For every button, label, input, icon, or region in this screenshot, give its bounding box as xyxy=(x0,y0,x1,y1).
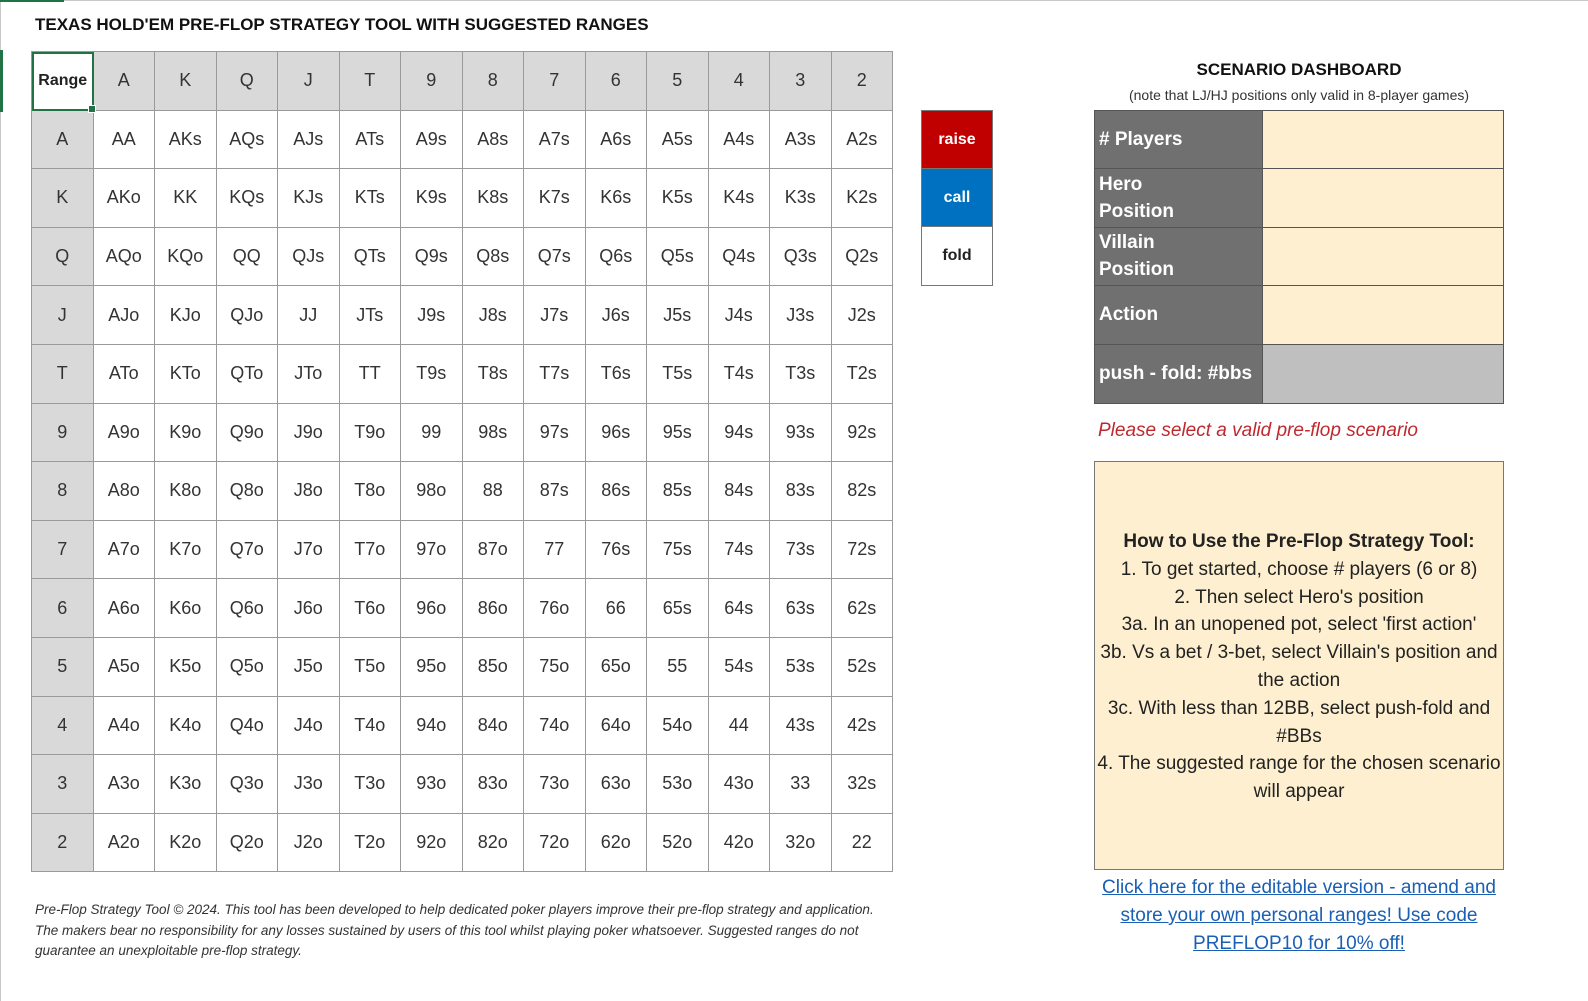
hand-cell[interactable]: K5o xyxy=(155,638,217,697)
hand-cell[interactable]: 73o xyxy=(524,755,586,814)
hand-cell[interactable]: 98s xyxy=(463,404,525,463)
hand-cell[interactable]: QQ xyxy=(217,228,279,287)
hand-cell[interactable]: T8o xyxy=(340,462,402,521)
hand-cell[interactable]: A9s xyxy=(401,111,463,170)
row-header-3: 3 xyxy=(32,755,94,814)
hand-cell[interactable]: 64o xyxy=(586,697,648,756)
hand-cell[interactable]: Q9o xyxy=(217,404,279,463)
dashboard-row-hero xyxy=(1095,169,1503,227)
column-selection-marker xyxy=(0,0,64,2)
legend-fold: fold xyxy=(922,227,992,285)
hand-cell[interactable]: A2s xyxy=(832,111,894,170)
grid-corner-range[interactable]: Range xyxy=(32,52,94,111)
villain-label-line1: Villain xyxy=(1099,232,1155,254)
col-header-A: A xyxy=(94,52,156,111)
hand-cell[interactable]: 76o xyxy=(524,579,586,638)
hand-cell[interactable]: KQo xyxy=(155,228,217,287)
hand-cell[interactable]: T8s xyxy=(463,345,525,404)
action-select[interactable] xyxy=(1263,286,1503,343)
hand-cell[interactable]: ATs xyxy=(340,111,402,170)
scenario-dashboard xyxy=(1094,110,1504,404)
hand-cell[interactable]: J6s xyxy=(586,286,648,345)
hand-cell[interactable]: J2o xyxy=(278,814,340,873)
hand-cell[interactable]: K6s xyxy=(586,169,648,228)
hand-cell[interactable]: 94s xyxy=(709,404,771,463)
hand-cell[interactable]: A4s xyxy=(709,111,771,170)
dashboard-row-pushfold xyxy=(1095,345,1503,403)
editable-version-link[interactable]: Click here for the editable version - amend and store your own personal ranges! Use code PREFLOP10 for 10% off! xyxy=(1102,877,1496,954)
col-header-9: 9 xyxy=(401,52,463,111)
how-to-step: 3a. In an unopened pot, select 'first action' xyxy=(1121,614,1477,636)
hand-cell[interactable]: K2s xyxy=(832,169,894,228)
hand-cell[interactable]: 65o xyxy=(586,638,648,697)
hand-cell[interactable]: JTo xyxy=(278,345,340,404)
hand-cell[interactable]: A3s xyxy=(770,111,832,170)
hand-cell[interactable]: 87o xyxy=(463,521,525,580)
hand-cell[interactable]: 86o xyxy=(463,579,525,638)
hand-cell[interactable]: 73s xyxy=(770,521,832,580)
hand-cell[interactable]: A7s xyxy=(524,111,586,170)
hand-cell[interactable]: KJs xyxy=(278,169,340,228)
hand-cell[interactable]: 64s xyxy=(709,579,771,638)
hand-cell[interactable]: 43s xyxy=(770,697,832,756)
hand-cell[interactable]: JJ xyxy=(278,286,340,345)
hand-cell[interactable]: Q4o xyxy=(217,697,279,756)
hand-cell[interactable]: Q6s xyxy=(586,228,648,287)
hand-cell[interactable]: 43o xyxy=(709,755,771,814)
hand-cell[interactable]: 75s xyxy=(647,521,709,580)
hand-cell[interactable]: KQs xyxy=(217,169,279,228)
hand-cell[interactable]: 63s xyxy=(770,579,832,638)
hand-cell[interactable]: Q8o xyxy=(217,462,279,521)
row-header-K: K xyxy=(32,169,94,228)
col-header-J: J xyxy=(278,52,340,111)
hand-cell[interactable]: 86s xyxy=(586,462,648,521)
hand-cell[interactable]: T5s xyxy=(647,345,709,404)
hand-cell[interactable]: K5s xyxy=(647,169,709,228)
pushfold-bbs-select[interactable] xyxy=(1263,345,1503,403)
hand-cell[interactable]: J3s xyxy=(770,286,832,345)
col-header-K: K xyxy=(155,52,217,111)
hand-cell[interactable]: 88 xyxy=(463,462,525,521)
how-to-step: 3c. With less than 12BB, select push-fold and #BBs xyxy=(1107,697,1491,747)
hand-cell[interactable]: 63o xyxy=(586,755,648,814)
hand-cell[interactable]: 72s xyxy=(832,521,894,580)
hand-cell[interactable]: K3s xyxy=(770,169,832,228)
hand-cell[interactable]: A2o xyxy=(94,814,156,873)
hand-cell[interactable]: AQs xyxy=(217,111,279,170)
hand-cell[interactable]: 66 xyxy=(586,579,648,638)
action-label: Action xyxy=(1095,286,1263,343)
how-to-step: 3b. Vs a bet / 3-bet, select Villain's position and the action xyxy=(1100,642,1498,691)
hand-cell[interactable]: K8o xyxy=(155,462,217,521)
villain-position-select[interactable] xyxy=(1263,228,1503,285)
hand-cell[interactable]: 93s xyxy=(770,404,832,463)
hand-cell[interactable]: 62s xyxy=(832,579,894,638)
hand-cell[interactable]: 97o xyxy=(401,521,463,580)
row-header-J: J xyxy=(32,286,94,345)
hand-cell[interactable]: J7s xyxy=(524,286,586,345)
hand-cell[interactable]: 84s xyxy=(709,462,771,521)
players-label: # Players xyxy=(1095,111,1263,168)
hand-cell[interactable]: A3o xyxy=(94,755,156,814)
hand-cell[interactable]: A7o xyxy=(94,521,156,580)
hand-cell[interactable]: A6s xyxy=(586,111,648,170)
hand-cell[interactable]: Q6o xyxy=(217,579,279,638)
hand-cell[interactable]: 85s xyxy=(647,462,709,521)
players-select[interactable] xyxy=(1263,111,1503,168)
hand-cell[interactable]: 32o xyxy=(770,814,832,873)
hand-cell[interactable]: Q9s xyxy=(401,228,463,287)
row-header-5: 5 xyxy=(32,638,94,697)
hand-cell[interactable]: T6s xyxy=(586,345,648,404)
disclaimer-footer: Pre-Flop Strategy Tool © 2024. This tool has been developed to help dedicated poker players improve their pre-flop strategy and application. The makers bear no responsibility for any losses sustained by users of this tool whilst playing poker whatsoever. Suggested ranges do not guarantee an unexploitable pre-flop strategy. xyxy=(35,902,874,958)
hand-cell[interactable]: 74o xyxy=(524,697,586,756)
range-grid xyxy=(31,51,893,872)
pushfold-label: push - fold: #bbs xyxy=(1095,345,1263,403)
hand-cell[interactable]: J5o xyxy=(278,638,340,697)
hand-cell[interactable]: T7o xyxy=(340,521,402,580)
hand-cell[interactable]: T2o xyxy=(340,814,402,873)
hand-cell[interactable]: 22 xyxy=(832,814,894,873)
hand-cell[interactable]: 96o xyxy=(401,579,463,638)
hand-cell[interactable]: 65s xyxy=(647,579,709,638)
hand-cell[interactable]: KJo xyxy=(155,286,217,345)
hero-position-label xyxy=(1095,169,1263,226)
sheet-top-border xyxy=(0,0,1588,1)
hand-cell[interactable]: 83s xyxy=(770,462,832,521)
hand-cell[interactable]: 99 xyxy=(401,404,463,463)
hand-cell[interactable]: TT xyxy=(340,345,402,404)
hand-cell[interactable]: Q2s xyxy=(832,228,894,287)
hand-cell[interactable]: 76s xyxy=(586,521,648,580)
hand-cell[interactable]: J9s xyxy=(401,286,463,345)
villain-position-label xyxy=(1095,228,1263,285)
hand-cell[interactable]: Q8s xyxy=(463,228,525,287)
col-header-5: 5 xyxy=(647,52,709,111)
col-header-8: 8 xyxy=(463,52,525,111)
col-header-4: 4 xyxy=(709,52,771,111)
hand-cell[interactable]: J8s xyxy=(463,286,525,345)
hand-cell[interactable]: J9o xyxy=(278,404,340,463)
hand-cell[interactable]: J8o xyxy=(278,462,340,521)
hand-cell[interactable]: AKs xyxy=(155,111,217,170)
row-header-7: 7 xyxy=(32,521,94,580)
hand-cell[interactable]: 54o xyxy=(647,697,709,756)
hand-cell[interactable]: J4s xyxy=(709,286,771,345)
hand-cell[interactable]: 96s xyxy=(586,404,648,463)
hand-cell[interactable]: K3o xyxy=(155,755,217,814)
dashboard-note: (note that LJ/HJ positions only valid in 8-player games) xyxy=(1128,87,1470,103)
hand-cell[interactable]: T3o xyxy=(340,755,402,814)
hero-label-line1: Hero xyxy=(1099,174,1143,196)
hand-cell[interactable]: 53s xyxy=(770,638,832,697)
hand-cell[interactable]: 52o xyxy=(647,814,709,873)
hand-cell[interactable]: K9s xyxy=(401,169,463,228)
hero-label-line2: Position xyxy=(1099,201,1174,223)
hand-cell[interactable]: 55 xyxy=(647,638,709,697)
row-selection-marker xyxy=(0,50,3,112)
hand-cell[interactable]: A4o xyxy=(94,697,156,756)
how-to-step: 1. To get started, choose # players (6 or 8) xyxy=(1120,558,1478,580)
hand-cell[interactable]: A8s xyxy=(463,111,525,170)
hand-cell[interactable]: K7s xyxy=(524,169,586,228)
hand-cell[interactable]: J3o xyxy=(278,755,340,814)
hand-cell[interactable]: AJs xyxy=(278,111,340,170)
hand-cell[interactable]: T4o xyxy=(340,697,402,756)
sheet-left-border xyxy=(0,0,1,1001)
hand-cell[interactable]: 94o xyxy=(401,697,463,756)
hand-cell[interactable]: 72o xyxy=(524,814,586,873)
how-to-step: 2. Then select Hero's position xyxy=(1174,586,1424,608)
hand-cell[interactable]: AQo xyxy=(94,228,156,287)
hand-cell[interactable]: 83o xyxy=(463,755,525,814)
hand-cell[interactable]: K7o xyxy=(155,521,217,580)
how-to-title: How to Use the Pre-Flop Strategy Tool: xyxy=(1123,531,1475,552)
legend-raise: raise xyxy=(922,111,992,169)
hand-cell[interactable]: 42s xyxy=(832,697,894,756)
hand-cell[interactable]: T9o xyxy=(340,404,402,463)
how-to-panel xyxy=(1094,461,1504,870)
hand-cell[interactable]: T4s xyxy=(709,345,771,404)
row-header-9: 9 xyxy=(32,404,94,463)
hand-cell[interactable]: 62o xyxy=(586,814,648,873)
hand-cell[interactable]: 92s xyxy=(832,404,894,463)
hand-cell[interactable]: J6o xyxy=(278,579,340,638)
hand-cell[interactable]: Q7o xyxy=(217,521,279,580)
hand-cell[interactable]: 44 xyxy=(709,697,771,756)
action-legend xyxy=(921,110,993,286)
col-header-Q: Q xyxy=(217,52,279,111)
hand-cell[interactable]: KK xyxy=(155,169,217,228)
hand-cell[interactable]: K4s xyxy=(709,169,771,228)
hand-cell[interactable]: J7o xyxy=(278,521,340,580)
row-header-A: A xyxy=(32,111,94,170)
hand-cell[interactable]: 85o xyxy=(463,638,525,697)
row-header-6: 6 xyxy=(32,579,94,638)
hand-cell[interactable]: 53o xyxy=(647,755,709,814)
hand-cell[interactable]: T3s xyxy=(770,345,832,404)
dashboard-row-villain xyxy=(1095,228,1503,286)
hand-cell[interactable]: 98o xyxy=(401,462,463,521)
hand-cell[interactable]: T5o xyxy=(340,638,402,697)
row-header-T: T xyxy=(32,345,94,404)
hand-cell[interactable]: 95s xyxy=(647,404,709,463)
hand-cell[interactable]: JTs xyxy=(340,286,402,345)
hand-cell[interactable]: Q3s xyxy=(770,228,832,287)
hand-cell[interactable]: J5s xyxy=(647,286,709,345)
hand-cell[interactable]: ATo xyxy=(94,345,156,404)
hand-cell[interactable]: 82s xyxy=(832,462,894,521)
villain-label-line2: Position xyxy=(1099,259,1174,281)
hand-cell[interactable]: 74s xyxy=(709,521,771,580)
hand-cell[interactable]: A6o xyxy=(94,579,156,638)
hand-cell[interactable]: AJo xyxy=(94,286,156,345)
hand-cell[interactable]: K9o xyxy=(155,404,217,463)
hand-cell[interactable]: QJo xyxy=(217,286,279,345)
dashboard-row-players xyxy=(1095,111,1503,169)
hand-cell[interactable]: K4o xyxy=(155,697,217,756)
hand-cell[interactable]: J4o xyxy=(278,697,340,756)
hand-cell[interactable]: 87s xyxy=(524,462,586,521)
col-header-7: 7 xyxy=(524,52,586,111)
hand-cell[interactable]: 97s xyxy=(524,404,586,463)
hand-cell[interactable]: K8s xyxy=(463,169,525,228)
hand-cell[interactable]: 77 xyxy=(524,521,586,580)
hand-cell[interactable]: Q5o xyxy=(217,638,279,697)
hand-cell[interactable]: Q2o xyxy=(217,814,279,873)
hand-cell[interactable]: Q7s xyxy=(524,228,586,287)
col-header-6: 6 xyxy=(586,52,648,111)
hand-cell[interactable]: T7s xyxy=(524,345,586,404)
hand-cell[interactable]: J2s xyxy=(832,286,894,345)
hand-cell[interactable]: Q5s xyxy=(647,228,709,287)
page-title: TEXAS HOLD'EM PRE-FLOP STRATEGY TOOL WITH SUGGESTED RANGES xyxy=(35,15,649,34)
hand-cell[interactable]: AKo xyxy=(94,169,156,228)
col-header-3: 3 xyxy=(770,52,832,111)
hand-cell[interactable]: 75o xyxy=(524,638,586,697)
hand-cell[interactable]: QTs xyxy=(340,228,402,287)
col-header-2: 2 xyxy=(832,52,894,111)
hand-cell[interactable]: Q3o xyxy=(217,755,279,814)
how-to-step: 4. The suggested range for the chosen scenario will appear xyxy=(1097,753,1501,803)
hand-cell[interactable]: KTs xyxy=(340,169,402,228)
legend-call: call xyxy=(922,169,992,227)
hand-cell[interactable]: 82o xyxy=(463,814,525,873)
hand-cell[interactable]: 42o xyxy=(709,814,771,873)
hand-cell[interactable]: A8o xyxy=(94,462,156,521)
col-header-T: T xyxy=(340,52,402,111)
hand-cell[interactable]: KTo xyxy=(155,345,217,404)
hand-cell[interactable]: 33 xyxy=(770,755,832,814)
hand-cell[interactable]: 95o xyxy=(401,638,463,697)
hand-cell[interactable]: 52s xyxy=(832,638,894,697)
hand-cell[interactable]: 54s xyxy=(709,638,771,697)
hand-cell[interactable]: 32s xyxy=(832,755,894,814)
hand-cell[interactable]: 84o xyxy=(463,697,525,756)
hand-cell[interactable]: 93o xyxy=(401,755,463,814)
hand-cell[interactable]: T2s xyxy=(832,345,894,404)
hand-cell[interactable]: A5s xyxy=(647,111,709,170)
scenario-warning: Please select a valid pre-flop scenario xyxy=(1098,420,1419,441)
hand-cell[interactable]: T6o xyxy=(340,579,402,638)
row-header-4: 4 xyxy=(32,697,94,756)
hero-position-select[interactable] xyxy=(1263,169,1503,226)
hand-cell[interactable]: 92o xyxy=(401,814,463,873)
row-header-8: 8 xyxy=(32,462,94,521)
hand-cell[interactable]: A5o xyxy=(94,638,156,697)
row-header-2: 2 xyxy=(32,814,94,873)
dashboard-row-action xyxy=(1095,286,1503,344)
hand-cell[interactable]: A9o xyxy=(94,404,156,463)
dashboard-title: SCENARIO DASHBOARD xyxy=(1196,60,1402,79)
hand-cell[interactable]: K2o xyxy=(155,814,217,873)
row-header-Q: Q xyxy=(32,228,94,287)
hand-cell[interactable]: QTo xyxy=(217,345,279,404)
hand-cell[interactable]: Q4s xyxy=(709,228,771,287)
hand-cell[interactable]: AA xyxy=(94,111,156,170)
hand-cell[interactable]: K6o xyxy=(155,579,217,638)
hand-cell[interactable]: T9s xyxy=(401,345,463,404)
hand-cell[interactable]: QJs xyxy=(278,228,340,287)
